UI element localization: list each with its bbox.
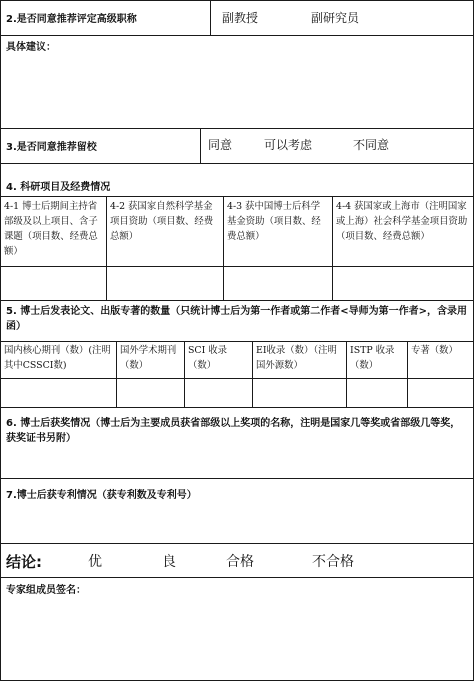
conclusion-option-good[interactable]: 良: [162, 554, 176, 570]
suggestion-label: 具体建议：: [6, 42, 56, 53]
q4-value-2[interactable]: [107, 267, 222, 299]
q4-value-1[interactable]: [1, 267, 105, 299]
q3-option-disagree[interactable]: 不同意: [353, 138, 390, 152]
conclusion-label: 结论:: [6, 553, 42, 571]
conclusion-option-excellent[interactable]: 优: [88, 554, 102, 570]
q3-divider: [200, 128, 201, 163]
q4-col-4: 4-4 获国家或上海市（注明国家或上海）社会科学基金项目资助（项目数、经费总额）: [336, 201, 468, 242]
q5-value-6[interactable]: [408, 379, 472, 406]
q3-option-consider[interactable]: 可以考虑: [264, 138, 313, 152]
q5-col-4: EI收录（数）（注明国外源数）: [256, 345, 337, 371]
q7-label: 7.博士后获专利情况（获专利数及专利号）: [6, 490, 197, 501]
divider-q7: [0, 543, 474, 544]
conclusion-option-pass[interactable]: 合格: [226, 554, 254, 570]
q2-option-associate-researcher[interactable]: 副研究员: [311, 11, 360, 25]
q5-value-2[interactable]: [117, 379, 183, 406]
q2-option-associate-professor[interactable]: 副教授: [222, 11, 259, 25]
q5-col-2: 国外学术期刊（数）: [120, 345, 177, 371]
divider-q5: [0, 407, 474, 408]
q4-col-1: 4-1 博士后期间主持省部级及以上项目、含子课题（项目数、经费总额）: [4, 201, 98, 257]
experts-label: 专家组成员签名：: [6, 585, 86, 596]
divider-q4: [0, 300, 474, 301]
divider-q2: [0, 35, 474, 36]
q5-col-5: ISTP 收录（数）: [350, 345, 395, 371]
q6-label: 6. 博士后获奖情况（博士后为主要成员获省部级以上奖项的名称，注明是国家几等奖或省部级几等奖，获奖证书另附）: [6, 418, 461, 444]
border-top: [0, 0, 474, 1]
q2-label: 2.是否同意推荐评定高级职称: [6, 14, 137, 25]
q4-col-3: 4-3 获中国博士后科学基金资助（项目数、经费总额）: [227, 201, 321, 242]
q5-grid-top: [0, 341, 474, 342]
q5-value-4[interactable]: [253, 379, 345, 406]
divider-conclusion: [0, 577, 474, 578]
divider-q6: [0, 478, 474, 479]
experts-signature-area[interactable]: [1, 600, 473, 678]
q2-divider: [210, 0, 211, 35]
q4-value-3[interactable]: [224, 267, 331, 299]
q5-value-1[interactable]: [1, 379, 115, 406]
q5-value-3[interactable]: [185, 379, 251, 406]
q5-label: 5. 博士后发表论文、出版专著的数量（只统计博士后为第一作者或第二作者<导师为第一作者>，含录用函）: [6, 306, 467, 332]
conclusion-option-fail[interactable]: 不合格: [312, 554, 354, 570]
q3-option-agree[interactable]: 同意: [208, 138, 233, 152]
q4-col-2: 4-2 获国家自然科学基金项目资助（项目数、经费总额）: [110, 201, 214, 242]
q4-grid-top: [0, 196, 474, 197]
divider-q3: [0, 163, 474, 164]
q5-col-1: 国内核心期刊（数）(注明其中CSSCI数): [4, 345, 111, 371]
q3-label: 3.是否同意推荐留校: [6, 142, 97, 153]
q5-col-6: 专著（数）: [411, 345, 458, 356]
divider-suggestion: [0, 128, 474, 129]
q5-col-3: SCI 收录（数）: [188, 345, 228, 371]
q5-value-5[interactable]: [347, 379, 406, 406]
q4-value-4[interactable]: [333, 267, 472, 299]
q4-label: 4. 科研项目及经费情况: [6, 182, 111, 193]
